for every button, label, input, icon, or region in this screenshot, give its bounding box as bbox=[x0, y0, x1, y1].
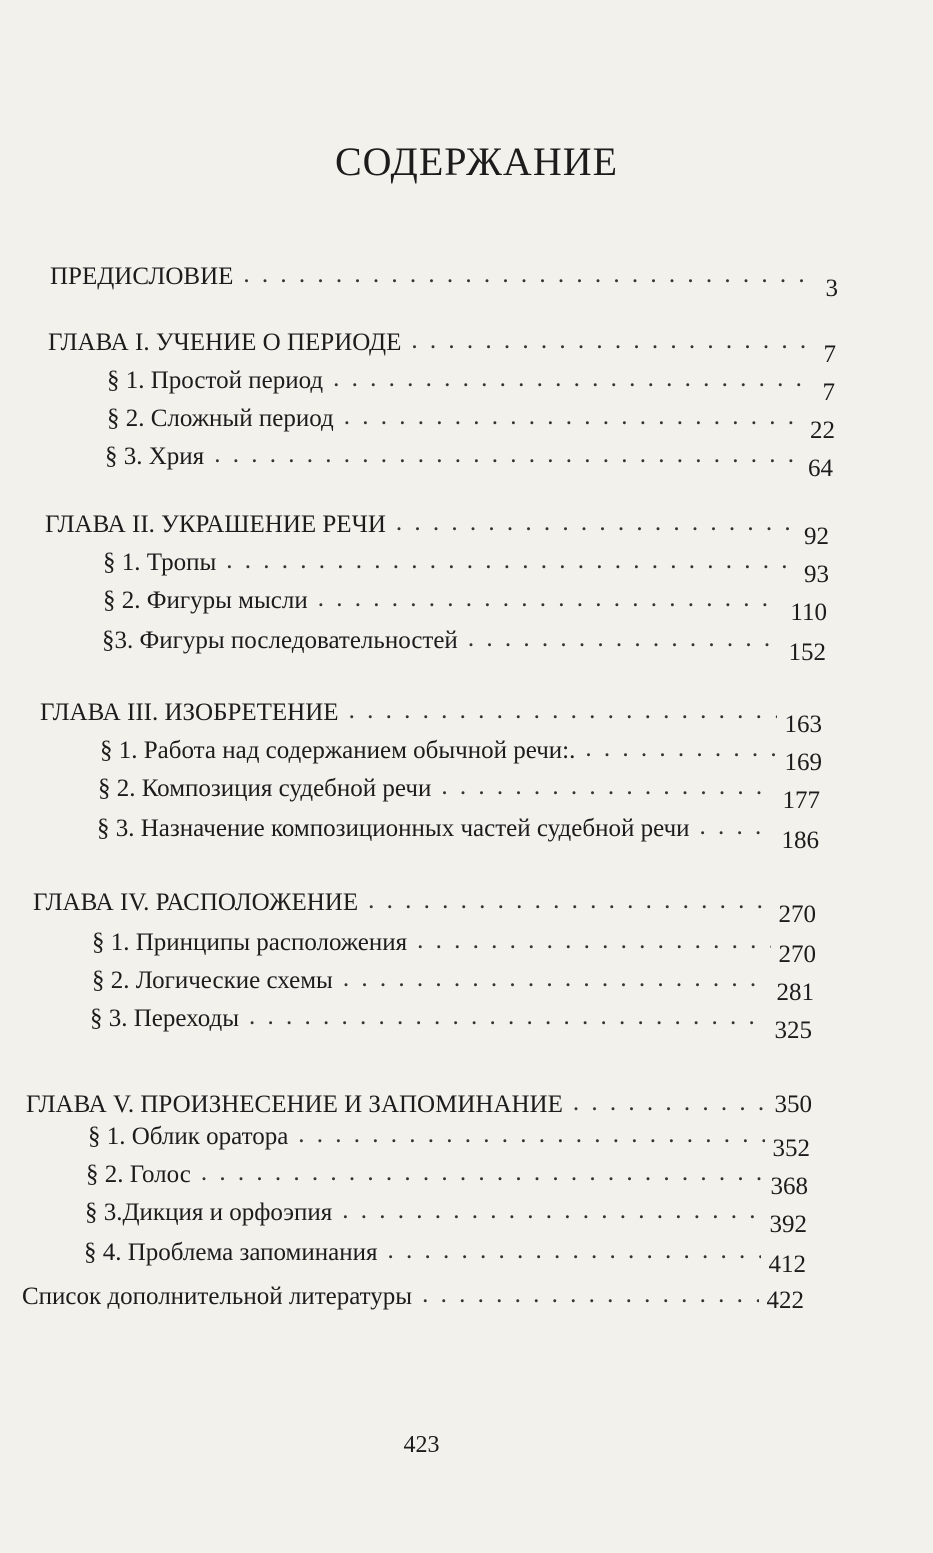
dot-leader bbox=[333, 364, 814, 394]
dot-leader bbox=[298, 1120, 764, 1150]
toc-entry-label: § 2. Сложный период bbox=[107, 405, 334, 432]
toc-entry-section bbox=[92, 928, 816, 968]
toc-entry-chapter-2 bbox=[45, 510, 829, 550]
dot-leader bbox=[368, 886, 770, 916]
toc-entry-section bbox=[107, 366, 835, 406]
dot-leader bbox=[343, 964, 769, 994]
toc-entry-page: 7 bbox=[822, 379, 835, 406]
dot-leader bbox=[344, 402, 802, 432]
toc-entry-section bbox=[90, 1004, 812, 1044]
toc-entry-label: Список дополнительной литературы bbox=[22, 1283, 413, 1310]
toc-entry-label: § 3.Дикция и орфоэпия bbox=[85, 1199, 333, 1226]
dot-leader bbox=[573, 1088, 767, 1118]
toc-entry-section bbox=[107, 404, 835, 444]
dot-leader bbox=[396, 508, 796, 538]
dot-leader bbox=[411, 326, 815, 356]
toc-entry-chapter-3 bbox=[40, 698, 822, 738]
toc-entry-page: 368 bbox=[770, 1173, 808, 1200]
toc-entry-preface bbox=[50, 262, 838, 302]
toc-entry-label: § 2. Композиция судебной речи bbox=[98, 775, 432, 802]
toc-entry-page: 110 bbox=[790, 599, 827, 626]
dot-leader bbox=[214, 440, 800, 470]
dot-leader bbox=[226, 546, 796, 576]
dot-leader bbox=[349, 696, 777, 726]
toc-entry-section bbox=[98, 774, 820, 814]
toc-entry-page: 325 bbox=[774, 1017, 812, 1044]
toc-entry-section bbox=[105, 442, 833, 482]
toc-entry-label: § 4. Проблема запоминания bbox=[84, 1239, 378, 1266]
toc-entry-label: ГЛАВА II. УКРАШЕНИЕ РЕЧИ bbox=[45, 511, 386, 538]
dot-leader bbox=[700, 812, 774, 842]
dot-leader bbox=[468, 624, 781, 654]
dot-leader bbox=[585, 734, 776, 764]
toc-entry-page: 412 bbox=[768, 1251, 806, 1278]
toc-entry-page: 352 bbox=[772, 1135, 810, 1162]
toc-entry-section bbox=[102, 626, 826, 666]
toc-entry-label: §3. Фигуры последовательностей bbox=[102, 627, 458, 654]
toc-entry-page: 169 bbox=[784, 749, 822, 776]
toc-entry-page: 281 bbox=[776, 979, 814, 1006]
dot-leader bbox=[318, 584, 783, 614]
toc-entry-section bbox=[97, 814, 819, 854]
toc-entry-label: § 1. Принципы расположения bbox=[92, 929, 408, 956]
toc-entry-label: § 1. Тропы bbox=[103, 549, 217, 576]
toc-entry-section bbox=[103, 548, 829, 588]
toc-entry-page: 64 bbox=[808, 455, 833, 482]
toc-entry-label: ГЛАВА V. ПРОИЗНЕСЕНИЕ И ЗАПОМИНАНИЕ bbox=[26, 1091, 563, 1118]
toc-entry-page: 163 bbox=[784, 711, 822, 738]
dot-leader bbox=[422, 1280, 758, 1310]
toc-entry-section bbox=[86, 1160, 808, 1200]
toc-entry-label: § 2. Логические схемы bbox=[92, 967, 333, 994]
dot-leader bbox=[243, 260, 817, 290]
dot-leader bbox=[417, 926, 770, 956]
toc-entry-page: 270 bbox=[778, 941, 816, 968]
page-title: СОДЕРЖАНИЕ bbox=[334, 139, 619, 184]
toc-entry-page: 392 bbox=[769, 1211, 807, 1238]
toc-entry-page: 350 bbox=[774, 1091, 812, 1118]
toc-entry-label: § 2. Голос bbox=[86, 1161, 191, 1188]
toc-entry-label: ГЛАВА III. ИЗОБРЕТЕНИЕ bbox=[40, 699, 339, 726]
toc-entry-label: § 1. Простой период bbox=[107, 367, 324, 394]
toc-entry-page: 93 bbox=[804, 561, 829, 588]
page-number: 423 bbox=[403, 1432, 440, 1458]
toc-entry-page: 270 bbox=[778, 901, 816, 928]
toc-entry-label: § 3. Хрия bbox=[105, 443, 205, 470]
dot-leader bbox=[342, 1196, 761, 1226]
toc-entry-section bbox=[103, 586, 827, 626]
toc-entry-chapter-1 bbox=[48, 328, 836, 368]
toc-entry-page: 22 bbox=[810, 417, 835, 444]
toc-entry-page: 177 bbox=[782, 787, 820, 814]
toc-entry-section bbox=[84, 1238, 806, 1278]
toc-entry-chapter-5 bbox=[26, 1090, 812, 1120]
toc-entry-section bbox=[85, 1198, 807, 1238]
toc-entry-label: § 3. Назначение композиционных частей судебной речи bbox=[97, 815, 690, 842]
toc-entry-label: ГЛАВА IV. РАСПОЛОЖЕНИЕ bbox=[33, 889, 359, 916]
toc-entry-page: 152 bbox=[788, 639, 826, 666]
toc-entry-page: 186 bbox=[781, 827, 819, 854]
toc-entry-section bbox=[92, 966, 814, 1006]
toc-entry-label: ПРЕДИСЛОВИЕ bbox=[50, 263, 234, 290]
dot-leader bbox=[249, 1002, 766, 1032]
toc-entry-bibliography bbox=[22, 1282, 804, 1312]
toc-entry-page: 7 bbox=[823, 341, 836, 368]
dot-leader bbox=[387, 1236, 760, 1266]
toc-entry-chapter-4 bbox=[33, 888, 816, 928]
toc-entry-page: 422 bbox=[766, 1287, 804, 1314]
toc-entry-label: ГЛАВА I. УЧЕНИЕ О ПЕРИОДЕ bbox=[48, 329, 402, 356]
toc-entry-page: 92 bbox=[804, 523, 829, 550]
dot-leader bbox=[201, 1158, 763, 1188]
toc-entry-label: § 1. Работа над содержанием обычной речи:. bbox=[100, 737, 576, 764]
toc-entry-section bbox=[100, 736, 822, 776]
dot-leader bbox=[441, 772, 774, 802]
toc-entry-label: § 2. Фигуры мысли bbox=[103, 587, 308, 614]
toc-entry-label: § 1. Облик оратора bbox=[88, 1123, 289, 1150]
toc-entry-label: § 3. Переходы bbox=[90, 1005, 240, 1032]
toc-entry-page: 3 bbox=[825, 275, 838, 302]
toc-entry-section bbox=[88, 1122, 810, 1162]
